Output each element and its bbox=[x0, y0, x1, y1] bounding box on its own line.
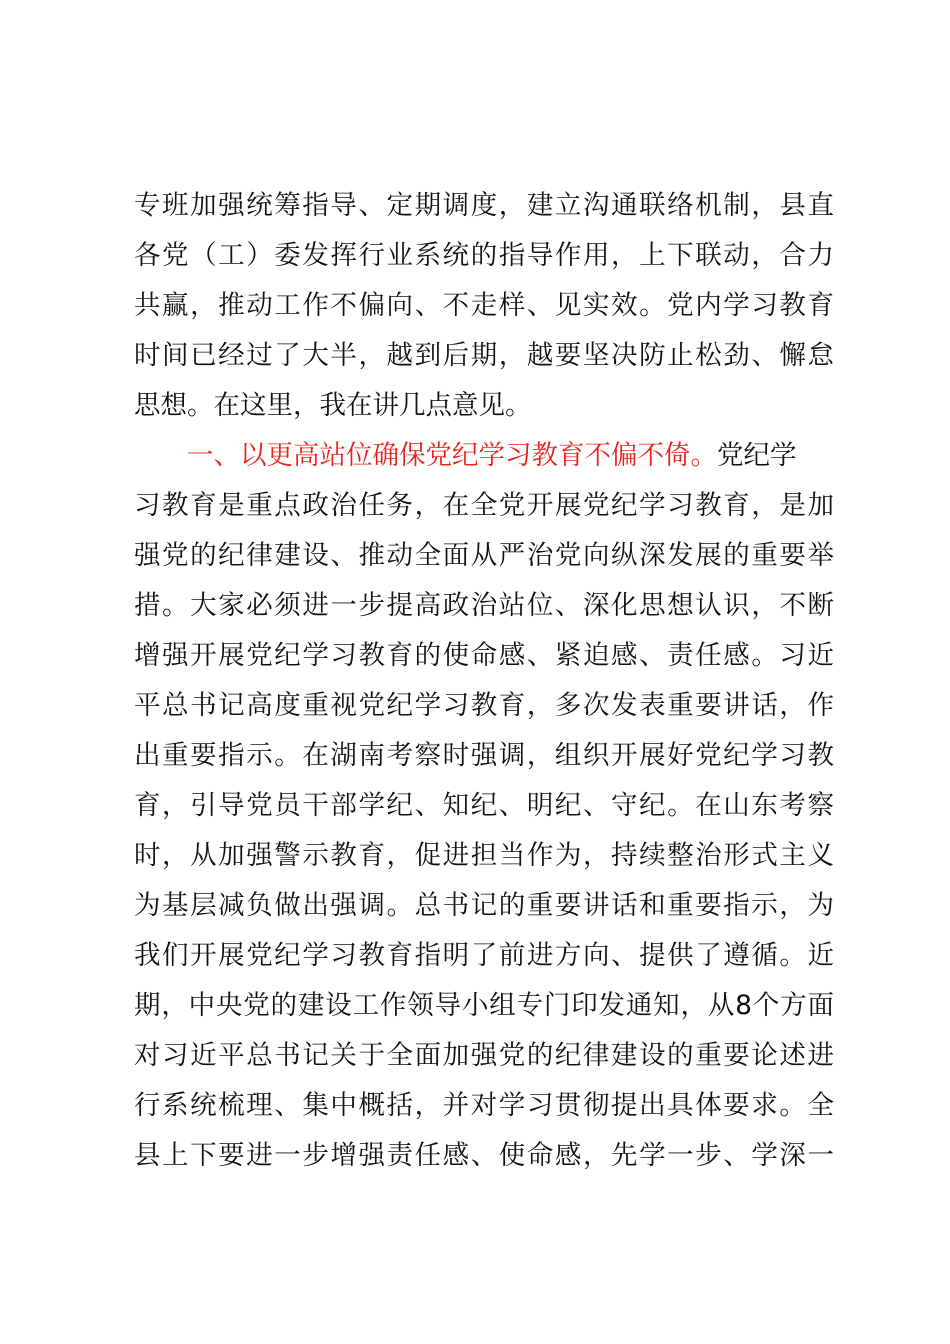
paragraph-2-line: 我们开展党纪学习教育指明了前进方向、提供了遵循。近 bbox=[134, 940, 834, 971]
paragraph-2-line: 为基层减负做出强调。总书记的重要讲话和重要指示，为 bbox=[134, 890, 834, 921]
paragraph-2-line: 出重要指示。在湖南考察时强调，组织开展好党纪学习教 bbox=[134, 740, 834, 771]
paragraph-1-line: 共赢，推动工作不偏向、不走样、见实效。党内学习教育 bbox=[134, 290, 834, 321]
paragraph-2-first-line bbox=[187, 431, 797, 481]
paragraph-1-line: 思想。在这里，我在讲几点意见。 bbox=[134, 390, 532, 421]
paragraph-2-line: 习教育是重点政治任务，在全党开展党纪学习教育，是加 bbox=[134, 490, 834, 521]
paragraph-2-line: 行系统梳理、集中概括，并对学习贯彻提出具体要求。全 bbox=[134, 1090, 834, 1121]
paragraph-2-line: 时，从加强警示教育，促进担当作为，持续整治形式主义 bbox=[134, 840, 834, 871]
paragraph-2-line: 措。大家必须进一步提高政治站位、深化思想认识，不断 bbox=[134, 590, 834, 621]
paragraph-1-line: 专班加强统筹指导、定期调度，建立沟通联络机制，县直 bbox=[134, 190, 834, 221]
paragraph-2-line: 增强开展党纪学习教育的使命感、紧迫感、责任感。习近 bbox=[134, 640, 834, 671]
paragraph-2-line: 强党的纪律建设、推动全面从严治党向纵深发展的重要举 bbox=[134, 540, 834, 571]
section-heading: 一、以更高站位确保党纪学习教育不偏不倚。 bbox=[187, 440, 717, 471]
paragraph-2-line: 对习近平总书记关于全面加强党的纪律建设的重要论述进 bbox=[134, 1040, 834, 1071]
paragraph-1-line: 各党（工）委发挥行业系统的指导作用，上下联动，合力 bbox=[134, 240, 834, 271]
paragraph-2-line: 期，中央党的建设工作领导小组专门印发通知，从8个方面 bbox=[134, 990, 834, 1021]
paragraph-2-line: 县上下要进一步增强责任感、使命感，先学一步、学深一 bbox=[134, 1140, 834, 1171]
paragraph-1-line: 时间已经过了大半，越到后期，越要坚决防止松劲、懈怠 bbox=[134, 340, 834, 371]
paragraph-2-line: 平总书记高度重视党纪学习教育，多次发表重要讲话，作 bbox=[134, 690, 834, 721]
paragraph-2-line: 育，引导党员干部学纪、知纪、明纪、守纪。在山东考察 bbox=[134, 790, 834, 821]
paragraph-2-first-line-rest: 党纪学 bbox=[717, 440, 797, 471]
